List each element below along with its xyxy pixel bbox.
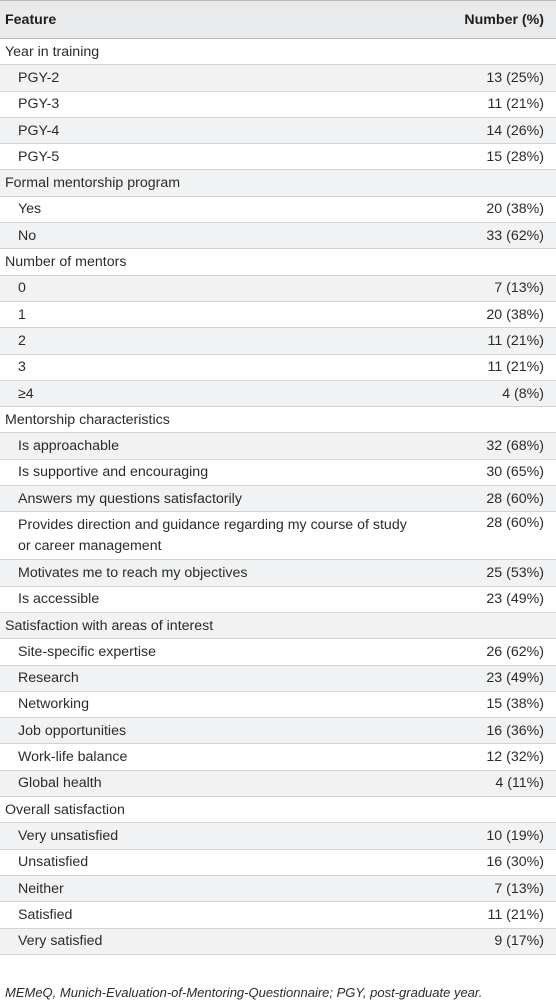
table-row — [0, 328, 556, 354]
row-value: 4 (11%) — [495, 775, 544, 792]
row-value: 11 (21%) — [487, 906, 544, 923]
table-row — [0, 433, 556, 459]
table-row — [0, 744, 556, 770]
table-row — [0, 276, 556, 302]
table-row — [0, 197, 556, 223]
row-value: 15 (28%) — [486, 148, 544, 165]
row-value: 25 (53%) — [486, 564, 544, 581]
table-row — [0, 118, 556, 144]
row-value: 23 (49%) — [486, 670, 544, 687]
row-value: 32 (68%) — [486, 438, 544, 455]
row-value: 16 (36%) — [486, 722, 544, 739]
row-label: Is approachable — [18, 438, 119, 455]
row-value: 15 (38%) — [486, 696, 544, 713]
table-row — [0, 692, 556, 718]
row-label: 0 — [18, 280, 26, 297]
row-label: Networking — [18, 696, 89, 713]
section-row — [0, 170, 556, 196]
section-row — [0, 797, 556, 823]
row-value: 11 (21%) — [487, 332, 544, 349]
table-row — [0, 718, 556, 744]
row-value: 7 (13%) — [494, 880, 544, 897]
row-value: 28 (60%) — [486, 490, 544, 507]
row-label: Very satisfied — [18, 933, 103, 950]
row-label: Neither — [18, 880, 64, 897]
table-row — [0, 512, 556, 560]
table-row — [0, 302, 556, 328]
table-footnote: MEMeQ, Munich-Evaluation-of-Mentoring-Questionnaire; PGY, post-graduate year. — [5, 985, 483, 1000]
row-label: Work-life balance — [18, 749, 128, 766]
row-label: Global health — [18, 775, 102, 792]
table-row — [0, 902, 556, 928]
row-label: 1 — [18, 306, 26, 323]
row-value: 14 (26%) — [486, 122, 544, 139]
row-label: Is supportive and encouraging — [18, 464, 209, 481]
row-label: Very unsatisfied — [18, 827, 119, 844]
section-label: Mentorship characteristics — [5, 411, 170, 428]
row-value: 28 (60%) — [486, 515, 544, 532]
section-label: Year in training — [5, 43, 100, 60]
table-row — [0, 823, 556, 849]
table-row — [0, 876, 556, 902]
row-label: ≥4 — [18, 385, 34, 402]
row-value: 20 (38%) — [486, 201, 544, 218]
row-label: Research — [18, 670, 79, 687]
table-row — [0, 381, 556, 407]
row-value: 11 (21%) — [487, 359, 544, 376]
row-value: 33 (62%) — [486, 227, 544, 244]
row-label: No — [18, 227, 37, 244]
row-label: Yes — [18, 201, 42, 218]
row-value: 13 (25%) — [486, 69, 544, 86]
row-label: PGY-4 — [18, 122, 60, 139]
header-feature: Feature — [5, 11, 57, 28]
table-row — [0, 486, 556, 512]
table-row — [0, 65, 556, 91]
table-row — [0, 771, 556, 797]
section-row — [0, 39, 556, 65]
table-row — [0, 560, 556, 586]
row-value: 26 (62%) — [486, 643, 544, 660]
row-value: 4 (8%) — [502, 385, 544, 402]
table-row — [0, 929, 556, 955]
row-label: 3 — [18, 359, 26, 376]
table-body — [0, 39, 556, 955]
table-row — [0, 639, 556, 665]
row-label: Job opportunities — [18, 722, 127, 739]
section-label: Satisfaction with areas of interest — [5, 617, 214, 634]
table-row — [0, 587, 556, 613]
row-value: 16 (30%) — [486, 854, 544, 871]
table-row — [0, 460, 556, 486]
row-value: 10 (19%) — [486, 827, 544, 844]
row-label: Unsatisfied — [18, 854, 89, 871]
row-label: PGY-5 — [18, 148, 60, 165]
table-row — [0, 223, 556, 249]
table-header — [0, 0, 556, 39]
row-value: 30 (65%) — [486, 464, 544, 481]
section-label: Number of mentors — [5, 254, 127, 271]
row-value: 23 (49%) — [486, 591, 544, 608]
row-label: Answers my questions satisfactorily — [18, 490, 242, 507]
section-label: Formal mentorship program — [5, 175, 181, 192]
section-label: Overall satisfaction — [5, 801, 125, 818]
table-row — [0, 92, 556, 118]
row-value: 9 (17%) — [494, 933, 544, 950]
row-value: 20 (38%) — [486, 306, 544, 323]
header-number: Number (%) — [464, 11, 544, 28]
section-row — [0, 613, 556, 639]
table-row — [0, 666, 556, 692]
row-label: Provides direction and guidance regarding my course of study or career management — [18, 516, 407, 554]
row-value: 11 (21%) — [487, 96, 544, 113]
row-label: PGY-3 — [18, 96, 60, 113]
row-label: PGY-2 — [18, 69, 60, 86]
section-row — [0, 407, 556, 433]
row-label: Satisfied — [18, 906, 73, 923]
row-label: 2 — [18, 332, 26, 349]
row-label: Is accessible — [18, 591, 100, 608]
row-value: 12 (32%) — [486, 749, 544, 766]
row-label: Site-specific expertise — [18, 643, 156, 660]
row-label: Motivates me to reach my objectives — [18, 564, 248, 581]
table-row — [0, 144, 556, 170]
section-row — [0, 249, 556, 275]
row-value: 7 (13%) — [494, 280, 544, 297]
table-row — [0, 355, 556, 381]
table-row — [0, 850, 556, 876]
